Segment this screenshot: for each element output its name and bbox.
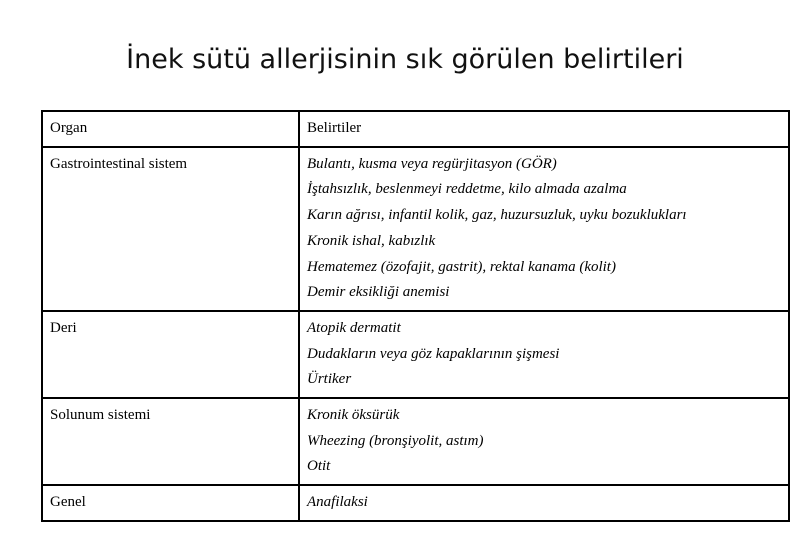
organ-cell: Solunum sistemi: [42, 398, 299, 485]
table-row: [42, 485, 789, 521]
organ-cell: Deri: [42, 311, 299, 398]
page-title: İnek sütü allerjisinin sık görülen belirtileri: [126, 44, 684, 75]
symptom-item: Demir eksikliği anemisi: [307, 284, 450, 301]
symptom-item: Atopik dermatit: [307, 319, 401, 336]
symptom-item: Karın ağrısı, infantil kolik, gaz, huzursuzluk, uyku bozuklukları: [307, 207, 687, 224]
symptom-item: Kronik ishal, kabızlık: [307, 232, 436, 249]
symptoms-table: [41, 110, 790, 522]
table-row: [42, 147, 789, 311]
header-organ: Organ: [42, 111, 299, 147]
symptom-item: Ürtiker: [307, 371, 352, 388]
symptoms-cell: [299, 311, 789, 398]
symptom-item: Anafilaksi: [307, 494, 368, 511]
symptoms-cell: [299, 485, 789, 521]
table-row: [42, 311, 789, 398]
symptom-item: Kronik öksürük: [307, 407, 400, 424]
symptom-item: Bulantı, kusma veya regürjitasyon (GÖR): [307, 155, 557, 172]
header-symptoms: Belirtiler: [299, 111, 789, 147]
symptom-item: Otit: [307, 458, 331, 475]
table-header-row: [42, 111, 789, 147]
symptom-item: Dudakların veya göz kapaklarının şişmesi: [307, 345, 560, 362]
table-row: [42, 398, 789, 485]
symptom-item: Wheezing (bronşiyolit, astım): [307, 432, 484, 449]
symptom-item: İştahsızlık, beslenmeyi reddetme, kilo almada azalma: [307, 181, 627, 198]
symptoms-cell: [299, 398, 789, 485]
organ-cell: Gastrointestinal sistem: [42, 147, 299, 311]
organ-cell: Genel: [42, 485, 299, 521]
symptom-item: Hematemez (özofajit, gastrit), rektal kanama (kolit): [307, 258, 616, 275]
symptoms-cell: [299, 147, 789, 311]
